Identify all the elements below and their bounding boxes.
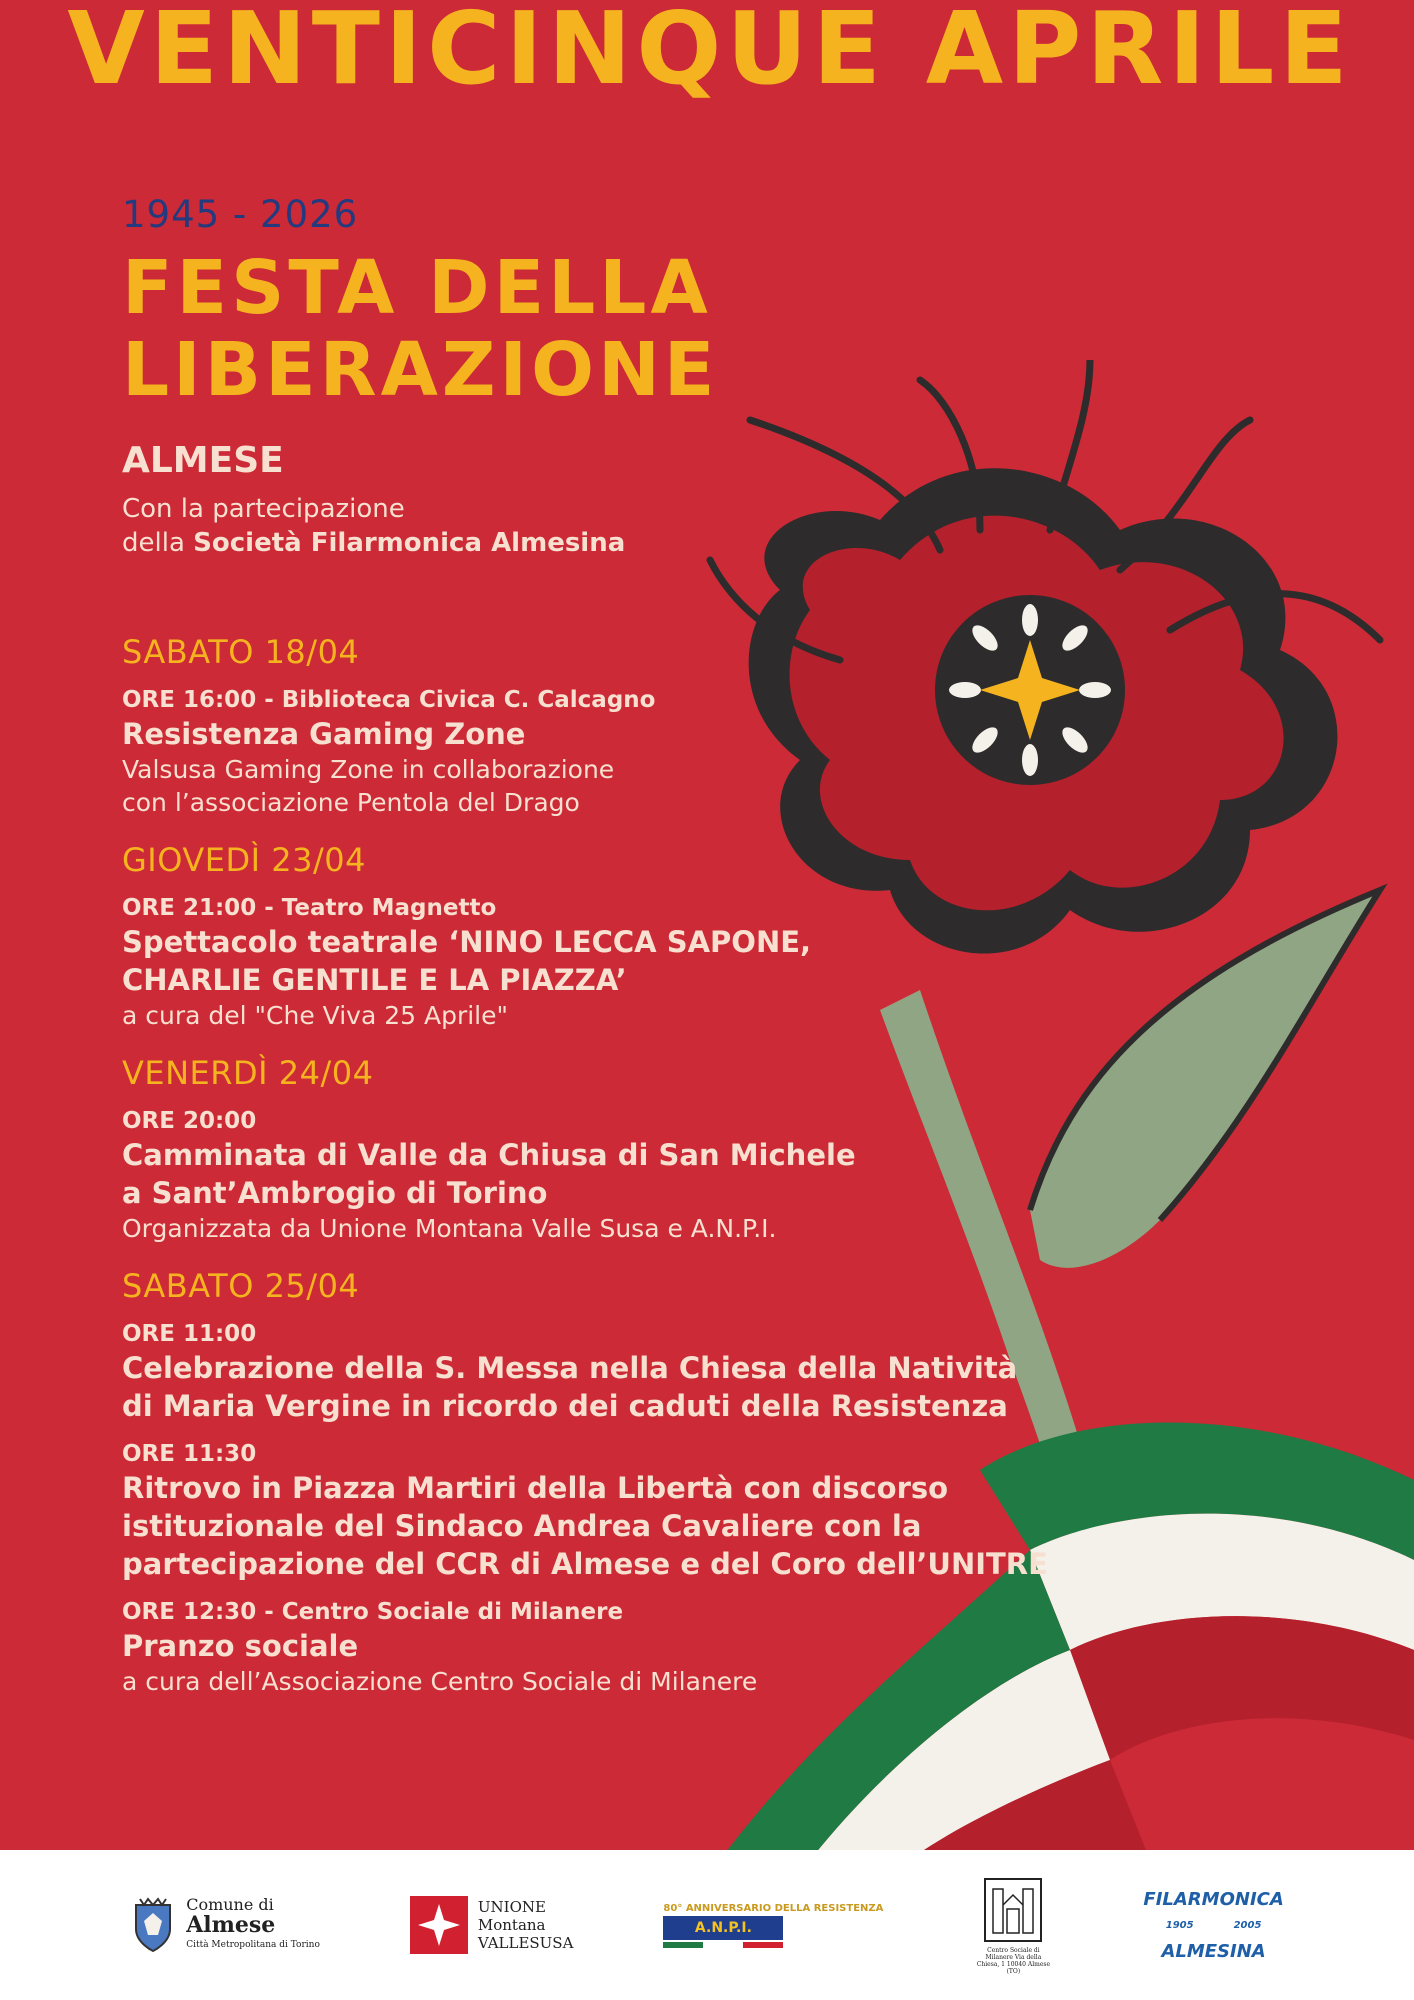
main-title <box>122 247 718 411</box>
intro-text <box>122 492 625 560</box>
intro-line-2 <box>122 526 625 560</box>
event-item <box>122 1597 1122 1698</box>
event-day <box>122 633 1122 819</box>
event-description: Organizzata da Unione Montana Valle Susa e A.N.P.I. <box>122 1214 777 1243</box>
event-time: ORE 16:00 - Biblioteca Civica C. Calcagno <box>122 687 656 713</box>
title-line: LIBERAZIONE <box>122 327 719 413</box>
anpi-anniversary: 80° ANNIVERSARIO DELLA RESISTENZA <box>663 1902 884 1914</box>
event-day <box>122 1267 1122 1698</box>
event-time: ORE 11:00 <box>122 1321 257 1347</box>
intro-prefix: della <box>122 528 194 558</box>
event-item <box>122 1439 1122 1583</box>
coat-of-arms-icon <box>130 1895 176 1955</box>
unione-line-3: VALLESUSA <box>477 1934 574 1952</box>
event-headline: Resistenza Gaming Zone <box>122 717 526 751</box>
anpi-logo <box>663 1903 883 1948</box>
event-headline: Celebrazione della S. Messa nella Chiesa della Natività <box>122 1351 1018 1385</box>
intro-line-1: Con la partecipazione <box>122 494 405 524</box>
comune-line-1: Comune di <box>186 1895 274 1914</box>
filarmonica-year-end: 2005 <box>1233 1919 1262 1931</box>
centro-sociale-logo <box>973 1875 1053 1975</box>
filarmonica-logo <box>1143 1889 1283 1962</box>
day-title: VENERDÌ 24/04 <box>122 1054 374 1092</box>
unione-montana-icon <box>410 1896 468 1954</box>
event-headline: a Sant’Ambrogio di Torino <box>122 1176 548 1210</box>
event-item <box>122 893 1122 1032</box>
day-title: SABATO 18/04 <box>122 633 360 671</box>
event-headline: Spettacolo teatrale ‘NINO LECCA SAPONE, <box>122 925 812 959</box>
events-program <box>122 633 1122 1720</box>
filarmonica-year-start: 1905 <box>1165 1919 1194 1931</box>
banner-title: VENTICINQUE APRILE <box>67 0 1353 107</box>
event-day <box>122 841 1122 1032</box>
event-description: Valsusa Gaming Zone in collaborazione <box>122 755 615 784</box>
event-description: a cura del "Che Viva 25 Aprile" <box>122 1001 509 1030</box>
title-line: FESTA DELLA <box>122 245 712 331</box>
event-item <box>122 1319 1122 1425</box>
footer-logos <box>0 1850 1414 2000</box>
event-headline: istituzionale del Sindaco Andrea Cavaliere con la <box>122 1509 922 1543</box>
day-title: SABATO 25/04 <box>122 1267 360 1305</box>
unione-line-2: Montana <box>477 1916 546 1934</box>
event-headline: Ritrovo in Piazza Martiri della Libertà con discorso <box>122 1471 949 1505</box>
event-headline: CHARLIE GENTILE E LA PIAZZA’ <box>122 963 627 997</box>
filarmonica-top: FILARMONICA <box>1143 1888 1284 1910</box>
event-headline: di Maria Vergine in ricordo dei caduti della Resistenza <box>122 1389 1008 1423</box>
anpi-name: A.N.P.I. <box>663 1916 783 1940</box>
years: 1945 - 2026 <box>122 193 359 236</box>
intro-highlight: Società Filarmonica Almesina <box>193 528 626 558</box>
comune-line-3: Città Metropolitana di Torino <box>186 1940 320 1950</box>
event-headline: partecipazione del CCR di Almese e del Coro dell’UNITRE <box>122 1547 1048 1581</box>
event-headline: Camminata di Valle da Chiusa di San Michele <box>122 1138 856 1172</box>
event-headline: Pranzo sociale <box>122 1629 359 1663</box>
anpi-flag <box>663 1942 783 1948</box>
comune-almese-logo <box>130 1895 320 1955</box>
filarmonica-bottom: ALMESINA <box>1161 1940 1266 1962</box>
filarmonica-years <box>1166 1920 1262 1931</box>
event-item <box>122 685 1122 819</box>
unione-line-1: UNIONE <box>477 1898 546 1916</box>
centro-sociale-caption: Centro Sociale di Milanere Via della Chiesa, 1 10040 Almese (TO) <box>976 1947 1051 1975</box>
event-item <box>122 1106 1122 1245</box>
comune-line-2: Almese <box>186 1912 276 1938</box>
event-time: ORE 12:30 - Centro Sociale di Milanere <box>122 1599 624 1625</box>
building-icon <box>981 1875 1045 1945</box>
event-description: a cura dell’Associazione Centro Sociale di Milanere <box>122 1667 758 1696</box>
event-time: ORE 21:00 - Teatro Magnetto <box>122 895 497 921</box>
event-day <box>122 1054 1122 1245</box>
town-name: ALMESE <box>122 440 284 481</box>
unione-montana-logo <box>410 1896 574 1954</box>
event-time: ORE 20:00 <box>122 1108 257 1134</box>
event-description: con l’associazione Pentola del Drago <box>122 788 580 817</box>
day-title: GIOVEDÌ 23/04 <box>122 841 366 879</box>
event-time: ORE 11:30 <box>122 1441 257 1467</box>
